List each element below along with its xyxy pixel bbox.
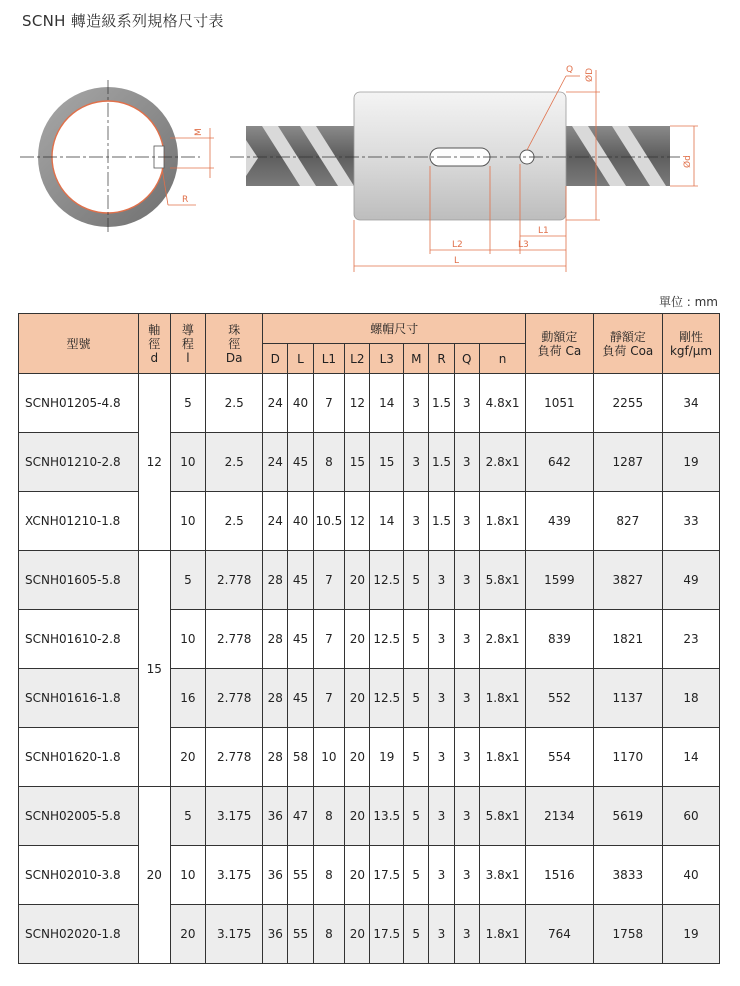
col-header-nut: 螺帽尺寸 xyxy=(263,314,526,344)
cell-L2: 12 xyxy=(345,374,370,433)
col-header-nut-L: L xyxy=(288,344,313,374)
cell-lead: 5 xyxy=(170,551,206,610)
cell-D: 24 xyxy=(263,433,288,492)
cell-ball: 2.778 xyxy=(206,610,263,669)
cell-D: 28 xyxy=(263,728,288,787)
cell-model: SCNH01616-1.8 xyxy=(19,669,139,728)
cell-rigidity: 14 xyxy=(663,728,720,787)
cell-coa: 1287 xyxy=(593,433,662,492)
l3-dimension-label: L3 xyxy=(518,240,529,250)
cell-Q: 3 xyxy=(454,492,479,551)
cell-M: 5 xyxy=(404,787,429,846)
cell-n: 1.8x1 xyxy=(479,728,525,787)
cell-R: 3 xyxy=(429,610,454,669)
cell-L3: 19 xyxy=(370,728,404,787)
cell-L2: 12 xyxy=(345,492,370,551)
cell-ca: 439 xyxy=(526,492,593,551)
col-header-rigidity: 剛性 kgf/μm xyxy=(663,314,720,374)
l-dimension-label: L xyxy=(454,256,460,266)
cell-ca: 1516 xyxy=(526,846,593,905)
cell-L: 55 xyxy=(288,846,313,905)
l2-dimension-label: L2 xyxy=(452,240,463,250)
cell-L2: 20 xyxy=(345,610,370,669)
cell-M: 5 xyxy=(404,551,429,610)
cell-rigidity: 34 xyxy=(663,374,720,433)
cell-ca: 1051 xyxy=(526,374,593,433)
cell-Q: 3 xyxy=(454,728,479,787)
cell-rigidity: 19 xyxy=(663,433,720,492)
cell-L2: 20 xyxy=(345,905,370,964)
cell-coa: 3827 xyxy=(593,551,662,610)
cell-R: 1.5 xyxy=(429,492,454,551)
cell-rigidity: 19 xyxy=(663,905,720,964)
cell-ca: 554 xyxy=(526,728,593,787)
cell-lead: 10 xyxy=(170,433,206,492)
cell-ball: 3.175 xyxy=(206,905,263,964)
cell-M: 5 xyxy=(404,728,429,787)
cell-D: 24 xyxy=(263,374,288,433)
cell-n: 2.8x1 xyxy=(479,610,525,669)
cell-L2: 15 xyxy=(345,433,370,492)
cell-lead: 10 xyxy=(170,846,206,905)
cell-L2: 20 xyxy=(345,728,370,787)
cell-M: 5 xyxy=(404,669,429,728)
od-dimension-label: ØD xyxy=(585,67,595,82)
cell-Q: 3 xyxy=(454,846,479,905)
table-row xyxy=(19,669,720,728)
col-header-nut-M: M xyxy=(404,344,429,374)
cell-n: 5.8x1 xyxy=(479,787,525,846)
cell-D: 28 xyxy=(263,551,288,610)
cell-L3: 15 xyxy=(370,433,404,492)
cell-L3: 13.5 xyxy=(370,787,404,846)
cell-lead: 16 xyxy=(170,669,206,728)
cell-L: 40 xyxy=(288,492,313,551)
cell-ca: 2134 xyxy=(526,787,593,846)
cell-L3: 12.5 xyxy=(370,669,404,728)
col-header-shaft: 軸 徑 d xyxy=(138,314,170,374)
col-header-ball: 珠 徑 Da xyxy=(206,314,263,374)
cell-shaft-diameter: 20 xyxy=(138,787,170,964)
cell-L1: 7 xyxy=(313,669,345,728)
r-dimension-label: R xyxy=(182,195,189,205)
cell-lead: 5 xyxy=(170,787,206,846)
cell-Q: 3 xyxy=(454,433,479,492)
table-row xyxy=(19,787,720,846)
cell-lead: 10 xyxy=(170,610,206,669)
unit-label: 單位 : mm xyxy=(658,295,718,309)
q-dimension-label: Q xyxy=(566,65,574,75)
cell-R: 3 xyxy=(429,669,454,728)
cell-D: 24 xyxy=(263,492,288,551)
cell-n: 5.8x1 xyxy=(479,551,525,610)
end-view xyxy=(20,80,214,235)
cell-L: 45 xyxy=(288,433,313,492)
cell-n: 2.8x1 xyxy=(479,433,525,492)
cell-ball: 2.5 xyxy=(206,492,263,551)
cell-coa: 1137 xyxy=(593,669,662,728)
col-header-static-load: 靜額定 負荷 Coa xyxy=(593,314,662,374)
cell-L1: 8 xyxy=(313,846,345,905)
odd-dimension-label: Ød xyxy=(683,155,693,168)
cell-coa: 1170 xyxy=(593,728,662,787)
cell-shaft-diameter: 15 xyxy=(138,551,170,787)
cell-lead: 10 xyxy=(170,492,206,551)
table-row xyxy=(19,374,720,433)
cell-L1: 7 xyxy=(313,374,345,433)
cell-L: 45 xyxy=(288,610,313,669)
cell-L: 40 xyxy=(288,374,313,433)
cell-Q: 3 xyxy=(454,787,479,846)
page-title: SCNH 轉造級系列規格尺寸表 xyxy=(22,12,224,30)
cell-L3: 17.5 xyxy=(370,846,404,905)
cell-ball: 2.778 xyxy=(206,551,263,610)
cell-model: SCNH01620-1.8 xyxy=(19,728,139,787)
cell-model: SCNH02020-1.8 xyxy=(19,905,139,964)
col-header-nut-D: D xyxy=(263,344,288,374)
cell-rigidity: 49 xyxy=(663,551,720,610)
cell-L1: 8 xyxy=(313,787,345,846)
cell-R: 1.5 xyxy=(429,433,454,492)
col-header-nut-R: R xyxy=(429,344,454,374)
cell-L1: 10.5 xyxy=(313,492,345,551)
l1-dimension-label: L1 xyxy=(538,226,549,236)
cell-ball: 2.5 xyxy=(206,433,263,492)
cell-L3: 12.5 xyxy=(370,610,404,669)
cell-L: 58 xyxy=(288,728,313,787)
cell-L1: 7 xyxy=(313,610,345,669)
table-row xyxy=(19,610,720,669)
cell-M: 3 xyxy=(404,492,429,551)
cell-R: 3 xyxy=(429,787,454,846)
cell-L: 45 xyxy=(288,551,313,610)
cell-ball: 2.778 xyxy=(206,728,263,787)
cell-M: 5 xyxy=(404,846,429,905)
col-header-model: 型號 xyxy=(19,314,139,374)
cell-L2: 20 xyxy=(345,787,370,846)
cell-ball: 2.778 xyxy=(206,669,263,728)
cell-R: 3 xyxy=(429,846,454,905)
cell-ball: 3.175 xyxy=(206,787,263,846)
cell-Q: 3 xyxy=(454,669,479,728)
cell-ca: 642 xyxy=(526,433,593,492)
cell-R: 3 xyxy=(429,728,454,787)
col-header-nut-L1: L1 xyxy=(313,344,345,374)
cell-M: 5 xyxy=(404,905,429,964)
cell-rigidity: 33 xyxy=(663,492,720,551)
cell-L1: 10 xyxy=(313,728,345,787)
table-row xyxy=(19,433,720,492)
cell-model: SCNH01205-4.8 xyxy=(19,374,139,433)
col-header-nut-L3: L3 xyxy=(370,344,404,374)
cell-n: 4.8x1 xyxy=(479,374,525,433)
col-header-nut-Q: Q xyxy=(454,344,479,374)
cell-L2: 20 xyxy=(345,551,370,610)
cell-rigidity: 40 xyxy=(663,846,720,905)
cell-ball: 3.175 xyxy=(206,846,263,905)
col-header-nut-L2: L2 xyxy=(345,344,370,374)
cell-ca: 552 xyxy=(526,669,593,728)
cell-D: 36 xyxy=(263,787,288,846)
cell-ca: 764 xyxy=(526,905,593,964)
technical-drawing xyxy=(0,40,740,280)
table-row xyxy=(19,492,720,551)
cell-shaft-diameter: 12 xyxy=(138,374,170,551)
cell-Q: 3 xyxy=(454,551,479,610)
spec-table xyxy=(18,313,720,964)
cell-model: SCNH01605-5.8 xyxy=(19,551,139,610)
cell-ball: 2.5 xyxy=(206,374,263,433)
table-row xyxy=(19,728,720,787)
cell-L3: 17.5 xyxy=(370,905,404,964)
cell-R: 3 xyxy=(429,551,454,610)
cell-M: 5 xyxy=(404,610,429,669)
cell-L3: 14 xyxy=(370,374,404,433)
cell-lead: 20 xyxy=(170,905,206,964)
side-view xyxy=(230,65,698,272)
cell-Q: 3 xyxy=(454,374,479,433)
cell-coa: 1821 xyxy=(593,610,662,669)
cell-n: 3.8x1 xyxy=(479,846,525,905)
col-header-dynamic-load: 動額定 負荷 Ca xyxy=(526,314,593,374)
cell-L1: 8 xyxy=(313,433,345,492)
cell-L1: 8 xyxy=(313,905,345,964)
cell-L3: 12.5 xyxy=(370,551,404,610)
m-dimension-label: M xyxy=(194,128,204,136)
cell-M: 3 xyxy=(404,374,429,433)
cell-rigidity: 60 xyxy=(663,787,720,846)
cell-L: 45 xyxy=(288,669,313,728)
cell-coa: 1758 xyxy=(593,905,662,964)
col-header-lead: 導 程 l xyxy=(170,314,206,374)
cell-L: 47 xyxy=(288,787,313,846)
cell-n: 1.8x1 xyxy=(479,905,525,964)
cell-ca: 1599 xyxy=(526,551,593,610)
cell-model: SCNH02005-5.8 xyxy=(19,787,139,846)
cell-L2: 20 xyxy=(345,669,370,728)
cell-rigidity: 23 xyxy=(663,610,720,669)
cell-n: 1.8x1 xyxy=(479,492,525,551)
cell-rigidity: 18 xyxy=(663,669,720,728)
cell-Q: 3 xyxy=(454,610,479,669)
cell-D: 28 xyxy=(263,669,288,728)
cell-model: SCNH02010-3.8 xyxy=(19,846,139,905)
cell-model: XCNH01210-1.8 xyxy=(19,492,139,551)
cell-L3: 14 xyxy=(370,492,404,551)
cell-model: SCNH01610-2.8 xyxy=(19,610,139,669)
cell-coa: 3833 xyxy=(593,846,662,905)
cell-coa: 5619 xyxy=(593,787,662,846)
cell-model: SCNH01210-2.8 xyxy=(19,433,139,492)
col-header-nut-n: n xyxy=(479,344,525,374)
cell-D: 36 xyxy=(263,846,288,905)
cell-R: 1.5 xyxy=(429,374,454,433)
cell-lead: 20 xyxy=(170,728,206,787)
cell-D: 36 xyxy=(263,905,288,964)
cell-L1: 7 xyxy=(313,551,345,610)
cell-L2: 20 xyxy=(345,846,370,905)
cell-coa: 827 xyxy=(593,492,662,551)
cell-D: 28 xyxy=(263,610,288,669)
cell-lead: 5 xyxy=(170,374,206,433)
cell-M: 3 xyxy=(404,433,429,492)
table-row xyxy=(19,846,720,905)
cell-ca: 839 xyxy=(526,610,593,669)
cell-Q: 3 xyxy=(454,905,479,964)
cell-R: 3 xyxy=(429,905,454,964)
cell-coa: 2255 xyxy=(593,374,662,433)
table-row xyxy=(19,551,720,610)
cell-n: 1.8x1 xyxy=(479,669,525,728)
table-row xyxy=(19,905,720,964)
cell-L: 55 xyxy=(288,905,313,964)
